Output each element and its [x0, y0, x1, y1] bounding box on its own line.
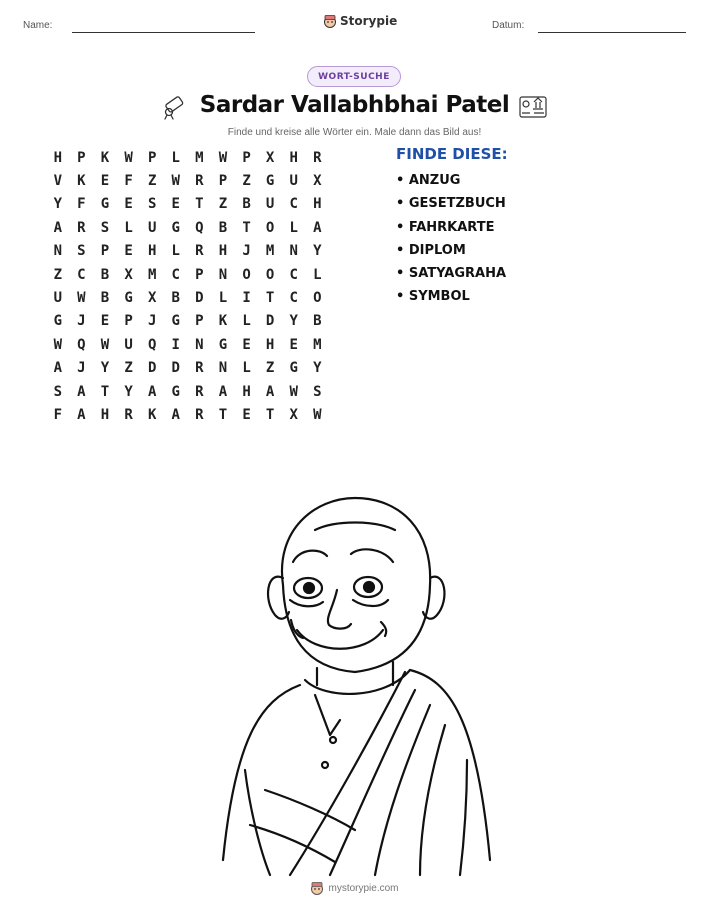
grid-row	[46, 403, 329, 426]
find-title: FINDE DIESE:	[396, 145, 508, 163]
grid-letter: D	[195, 290, 204, 307]
grid-letter: R	[195, 243, 204, 260]
grid-letter: I	[242, 290, 251, 307]
grid-letter: Q	[77, 336, 86, 353]
grid-letter: L	[242, 313, 251, 330]
grid-letter: T	[265, 290, 275, 307]
grid-letter: S	[147, 196, 157, 213]
grid-letter: P	[195, 313, 204, 330]
grid-letter: N	[289, 243, 298, 260]
grid-letter: H	[265, 336, 275, 353]
grid-row	[46, 146, 329, 169]
word-item: • GESETZBUCH	[396, 196, 506, 212]
grid-letter: C	[77, 266, 86, 283]
grid-letter: J	[77, 313, 86, 330]
grid-letter: O	[265, 219, 275, 236]
grid-letter: G	[171, 219, 180, 236]
grid-letter: U	[53, 290, 63, 307]
grid-letter: F	[124, 173, 133, 190]
grid-letter: F	[53, 406, 63, 423]
grid-letter: B	[242, 196, 251, 213]
grid-row	[46, 333, 329, 356]
storypie-logo-icon	[323, 14, 337, 28]
grid-letter: E	[124, 243, 133, 260]
grid-letter: W	[289, 383, 298, 400]
grid-letter: H	[147, 243, 157, 260]
grid-letter: X	[147, 290, 157, 307]
patel-coloring-illustration	[205, 490, 505, 880]
grid-letter: A	[218, 383, 228, 400]
grid-letter: T	[195, 196, 204, 213]
grid-letter: H	[218, 243, 228, 260]
grid-letter: T	[100, 383, 110, 400]
grid-letter: P	[124, 313, 133, 330]
grid-letter: C	[289, 266, 298, 283]
grid-letter: L	[171, 243, 180, 260]
grid-letter: B	[171, 290, 180, 307]
grid-letter: Q	[147, 336, 157, 353]
grid-letter: M	[313, 336, 322, 353]
grid-row	[46, 286, 329, 309]
grid-letter: O	[265, 266, 275, 283]
grid-letter: X	[124, 266, 133, 283]
grid-letter: R	[195, 360, 204, 377]
grid-letter: G	[171, 313, 180, 330]
grid-letter: P	[195, 266, 204, 283]
grid-letter: K	[77, 173, 86, 190]
grid-letter: Z	[147, 173, 157, 190]
grid-row	[46, 169, 329, 192]
grid-letter: R	[313, 149, 322, 166]
grid-letter: A	[53, 219, 63, 236]
grid-letter: X	[265, 149, 275, 166]
grid-letter: D	[171, 360, 180, 377]
grid-letter: D	[147, 360, 157, 377]
name-label: Name:	[23, 20, 53, 31]
grid-letter: W	[313, 406, 322, 423]
grid-letter: A	[53, 360, 63, 377]
grid-letter: E	[242, 406, 251, 423]
grid-letter: A	[171, 406, 180, 423]
grid-letter: H	[53, 149, 63, 166]
grid-row	[46, 310, 329, 333]
grid-letter: P	[77, 149, 86, 166]
grid-letter: T	[218, 406, 228, 423]
grid-letter: Y	[100, 360, 110, 377]
grid-letter: O	[242, 266, 251, 283]
grid-letter: G	[124, 290, 133, 307]
grid-letter: D	[265, 313, 275, 330]
instructions: Finde und kreise alle Wörter ein. Male dann das Bild aus!	[227, 127, 482, 138]
grid-letter: Z	[242, 173, 251, 190]
grid-letter: E	[124, 196, 133, 213]
grid-letter: K	[147, 406, 157, 423]
grid-letter: K	[218, 313, 228, 330]
grid-row	[46, 357, 329, 380]
page-title: Sardar Vallabhbhai Patel	[199, 92, 510, 118]
grid-letter: M	[147, 266, 157, 283]
date-line[interactable]	[538, 32, 686, 33]
grid-letter: V	[53, 173, 63, 190]
word-list	[396, 172, 506, 312]
grid-letter: W	[171, 173, 180, 190]
word-item: • ANZUG	[396, 173, 461, 188]
grid-letter: P	[218, 173, 228, 190]
grid-letter: A	[265, 383, 275, 400]
grid-letter: B	[100, 290, 110, 307]
grid-letter: L	[289, 219, 298, 236]
grid-letter: L	[171, 149, 180, 166]
grid-letter: G	[53, 313, 63, 330]
grid-letter: B	[218, 219, 228, 236]
grid-letter: L	[218, 290, 228, 307]
grid-letter: S	[100, 219, 110, 236]
grid-letter: E	[289, 336, 298, 353]
grid-letter: A	[147, 383, 157, 400]
grid-letter: B	[313, 313, 322, 330]
grid-letter: Y	[289, 313, 298, 330]
grid-letter: E	[100, 313, 110, 330]
grid-letter: G	[218, 336, 228, 353]
grid-letter: O	[313, 290, 322, 307]
grid-row	[46, 380, 329, 403]
grid-letter: I	[171, 336, 180, 353]
grid-row	[46, 216, 329, 239]
grid-letter: G	[171, 383, 180, 400]
grid-letter: G	[100, 196, 110, 213]
grid-letter: M	[265, 243, 275, 260]
grid-letter: Z	[124, 360, 133, 377]
word-item: • FAHRKARTE	[396, 219, 495, 235]
grid-letter: F	[77, 196, 86, 213]
grid-row	[46, 263, 329, 286]
grid-letter: X	[289, 406, 298, 423]
grid-letter: N	[195, 336, 204, 353]
grid-letter: S	[313, 383, 322, 400]
grid-letter: W	[100, 336, 110, 353]
grid-letter: W	[124, 149, 133, 166]
grid-letter: P	[242, 149, 251, 166]
grid-letter: N	[218, 360, 228, 377]
grid-letter: J	[147, 313, 157, 330]
grid-letter: G	[265, 173, 275, 190]
grid-letter: A	[313, 219, 322, 236]
grid-row	[46, 193, 329, 216]
grid-letter: U	[147, 219, 157, 236]
grid-letter: H	[100, 406, 110, 423]
footer	[0, 881, 709, 895]
grid-letter: S	[77, 243, 86, 260]
grid-letter: A	[77, 383, 86, 400]
grid-letter: L	[242, 360, 251, 377]
grid-letter: X	[313, 173, 322, 190]
grid-letter: N	[53, 243, 63, 260]
grid-letter: C	[171, 266, 180, 283]
grid-letter: N	[218, 266, 228, 283]
word-item: • SATYAGRAHA	[396, 266, 507, 282]
grid-letter: Z	[218, 196, 228, 213]
grid-letter: H	[242, 383, 251, 400]
grid-row	[46, 240, 329, 263]
grid-letter: B	[100, 266, 110, 283]
grid-letter: E	[100, 173, 110, 190]
word-item: • SYMBOL	[396, 289, 470, 305]
brand	[323, 14, 397, 28]
grid-letter: W	[218, 149, 228, 166]
grid-letter: Z	[53, 266, 63, 283]
word-item: • DIPLOM	[396, 242, 466, 258]
grid-letter: T	[242, 219, 251, 236]
grid-letter: E	[242, 336, 251, 353]
grid-letter: R	[195, 406, 204, 423]
grid-letter: Y	[313, 360, 322, 377]
grid-letter: P	[147, 149, 157, 166]
grid-letter: Z	[265, 360, 275, 377]
grid-letter: J	[77, 360, 86, 377]
word-grid	[46, 146, 329, 427]
grid-letter: Q	[195, 219, 204, 236]
grid-letter: W	[53, 336, 63, 353]
grid-letter: P	[100, 243, 110, 260]
brand-name: Storypie	[340, 14, 398, 28]
grid-letter: E	[171, 196, 180, 213]
grid-letter: C	[289, 290, 298, 307]
grid-letter: R	[77, 219, 86, 236]
grid-letter: J	[242, 243, 251, 260]
grid-letter: C	[289, 196, 298, 213]
grid-letter: H	[289, 149, 298, 166]
grid-letter: L	[124, 219, 133, 236]
grid-letter: T	[265, 406, 275, 423]
grid-letter: U	[124, 336, 133, 353]
grid-letter: K	[100, 149, 110, 166]
grid-letter: Y	[313, 243, 322, 260]
grid-letter: R	[195, 383, 204, 400]
name-line[interactable]	[72, 32, 255, 33]
grid-letter: Y	[53, 196, 63, 213]
date-label: Datum:	[492, 20, 525, 31]
footer-url[interactable]: mystorypie.com	[328, 882, 399, 894]
grid-letter: R	[195, 173, 204, 190]
grid-letter: W	[77, 290, 86, 307]
grid-letter: R	[124, 406, 133, 423]
grid-letter: H	[313, 196, 322, 213]
grid-letter: M	[195, 149, 204, 166]
storypie-logo-icon	[310, 881, 324, 895]
grid-letter: U	[289, 173, 298, 190]
grid-letter: S	[53, 383, 63, 400]
category-badge: WORT-SUCHE	[307, 66, 401, 87]
symbol-icon	[519, 96, 547, 118]
grid-letter: L	[313, 266, 322, 283]
grid-letter: A	[77, 406, 86, 423]
grid-letter: Y	[124, 383, 133, 400]
grid-letter: G	[289, 360, 298, 377]
grid-letter: U	[265, 196, 275, 213]
